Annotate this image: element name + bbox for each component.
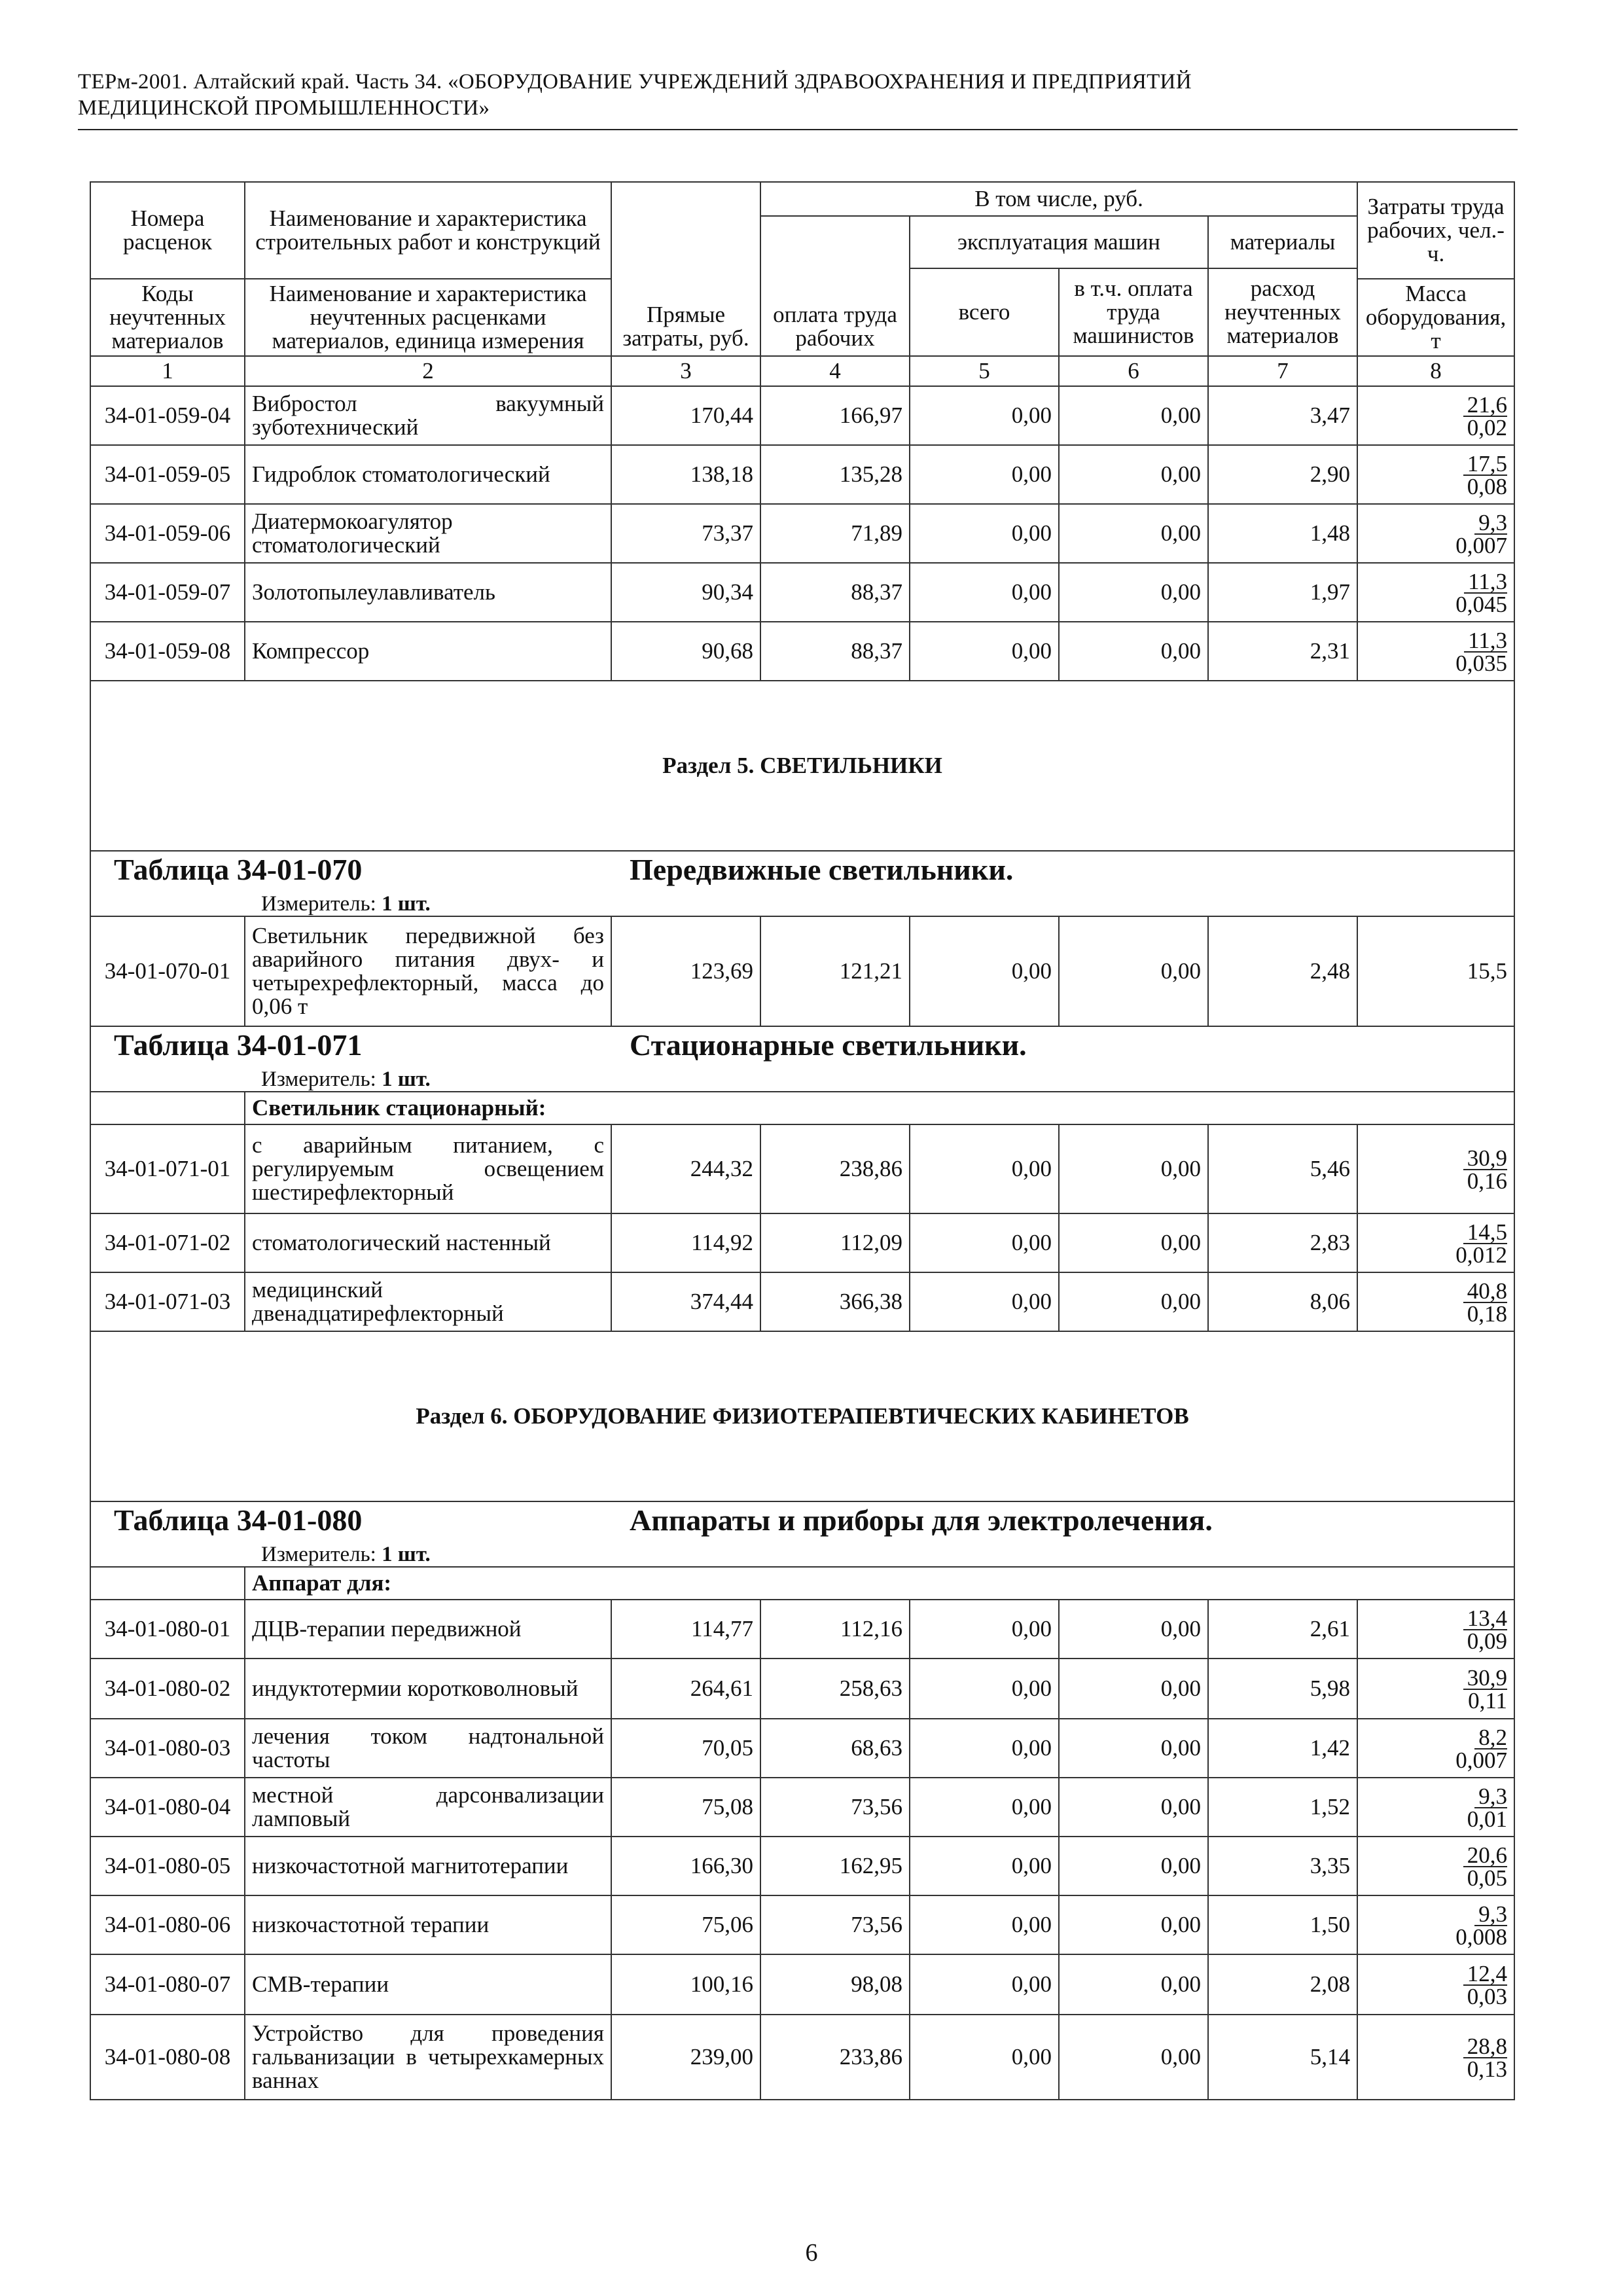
measure-unit xyxy=(261,1067,431,1091)
col-labor-label: Затраты труда рабочих, чел.-ч. xyxy=(1367,194,1505,266)
table-title: Стационарные светильники. xyxy=(630,1028,1027,1062)
wages-cost: 98,08 xyxy=(760,1954,910,2015)
rate-name: лечения током надтональной частоты xyxy=(245,1719,611,1778)
rate-name: медицинский двенадцатирефлекторный xyxy=(245,1272,611,1331)
labor-mass-fraction xyxy=(1463,391,1508,440)
labor-value: 40,8 xyxy=(1463,1280,1507,1303)
section-row xyxy=(90,681,1514,851)
labor-mass-fraction xyxy=(1452,1221,1507,1266)
machines-cost: 0,00 xyxy=(910,445,1059,504)
direct-cost: 90,34 xyxy=(611,563,760,622)
materials-cost: 2,61 xyxy=(1208,1600,1357,1659)
rate-name: низкочастотной магнитотерапии xyxy=(245,1837,611,1895)
header-line-2: МЕДИЦИНСКОЙ ПРОМЫШЛЕННОСТИ» xyxy=(78,96,490,120)
labor-value: 17,5 xyxy=(1463,453,1507,476)
labor-mass-fraction xyxy=(1463,1960,1508,2009)
table-heading xyxy=(90,851,1514,916)
measure-label: Измеритель: xyxy=(261,892,376,916)
mass-value: 0,02 xyxy=(1467,414,1508,440)
materials-cost: 2,48 xyxy=(1208,916,1357,1026)
machinists-wages: 0,00 xyxy=(1059,1954,1208,2015)
materials-cost: 1,97 xyxy=(1208,563,1357,622)
table-heading xyxy=(90,1026,1514,1092)
rate-name: Диатермокоагулятор стоматологический xyxy=(245,504,611,563)
labor-value: 11,3 xyxy=(1464,630,1507,653)
table-row xyxy=(90,504,1514,563)
rate-code: 34-01-071-03 xyxy=(90,1272,245,1331)
labor-mass-cell xyxy=(1357,1837,1514,1895)
wages-cost: 68,63 xyxy=(760,1719,910,1778)
section-row xyxy=(90,1331,1514,1501)
labor-mass-cell xyxy=(1357,1719,1514,1778)
header-line-1: ТЕРм-2001. Алтайский край. Часть 34. «ОБОРУДОВАНИЕ УЧРЕЖДЕНИЙ ЗДРАВООХРАНЕНИЯ И ПРЕДПРИЯТИЙ xyxy=(78,70,1192,94)
rate-code: 34-01-059-07 xyxy=(90,563,245,622)
labor-mass-fraction xyxy=(1463,450,1508,499)
materials-cost: 1,52 xyxy=(1208,1778,1357,1837)
labor-value: 30,9 xyxy=(1463,1667,1507,1690)
materials-cost: 3,47 xyxy=(1208,386,1357,445)
col-name-header xyxy=(245,182,611,279)
labor-mass-cell xyxy=(1357,2015,1514,2100)
rate-code: 34-01-071-01 xyxy=(90,1124,245,1213)
rate-name: СМВ-терапии xyxy=(245,1954,611,2015)
machines-cost: 0,00 xyxy=(910,916,1059,1026)
rate-code: 34-01-080-01 xyxy=(90,1600,245,1659)
rate-code: 34-01-080-03 xyxy=(90,1719,245,1778)
labor-mass-fraction xyxy=(1463,2033,1508,2082)
column-numbers-row xyxy=(90,356,1514,386)
labor-mass-fraction xyxy=(1463,1280,1507,1325)
labor-mass-fraction xyxy=(1463,1147,1507,1192)
machinists-wages: 0,00 xyxy=(1059,386,1208,445)
rate-name: с аварийным питанием, с регулируемым освещением шестирефлекторный xyxy=(245,1124,611,1213)
direct-cost: 114,77 xyxy=(611,1600,760,1659)
materials-cost: 3,35 xyxy=(1208,1837,1357,1895)
labor-mass-cell xyxy=(1357,1272,1514,1331)
wages-cost: 135,28 xyxy=(760,445,910,504)
col-direct-label: Прямые затраты, руб. xyxy=(622,302,749,351)
rate-code: 34-01-070-01 xyxy=(90,916,245,1026)
col-machines-wages-header: в т.ч. оплата труда машинистов xyxy=(1059,268,1208,356)
labor-mass-cell xyxy=(1357,1895,1514,1954)
labor-value: 13,4 xyxy=(1463,1607,1507,1630)
wages-cost: 233,86 xyxy=(760,2015,910,2100)
rate-name: индуктотермии коротковолновый xyxy=(245,1659,611,1719)
labor-value: 12,4 xyxy=(1463,1963,1507,1986)
direct-cost: 75,08 xyxy=(611,1778,760,1837)
subheading: Светильник стационарный: xyxy=(245,1092,1514,1124)
mass-value: 0,007 xyxy=(1455,532,1508,558)
col-name-label: Наименование и характеристика строительных работ и конструкций xyxy=(255,206,601,255)
mass-value: 0,05 xyxy=(1467,1865,1508,1891)
labor-value: 8,2 xyxy=(1474,1727,1507,1749)
labor-mass-cell xyxy=(1357,1124,1514,1213)
mass-value: 0,03 xyxy=(1467,1983,1508,2009)
machines-cost: 0,00 xyxy=(910,1778,1059,1837)
materials-cost: 2,83 xyxy=(1208,1213,1357,1272)
labor-mass-cell xyxy=(1357,563,1514,622)
col-number: 3 xyxy=(611,356,760,386)
machinists-wages: 0,00 xyxy=(1059,1272,1208,1331)
machinists-wages: 0,00 xyxy=(1059,1778,1208,1837)
table-row xyxy=(90,1659,1514,1719)
rate-code: 34-01-080-08 xyxy=(90,2015,245,2100)
machinists-wages: 0,00 xyxy=(1059,1895,1208,1954)
rates-table xyxy=(90,181,1515,2100)
labor-mass-fraction xyxy=(1463,1664,1508,1713)
direct-cost: 100,16 xyxy=(611,1954,760,2015)
table-row xyxy=(90,2015,1514,2100)
materials-cost: 2,31 xyxy=(1208,622,1357,681)
subheading-row xyxy=(90,1567,1514,1600)
header-row-1 xyxy=(90,182,1514,216)
wages-cost: 162,95 xyxy=(760,1837,910,1895)
direct-cost: 90,68 xyxy=(611,622,760,681)
table-row xyxy=(90,1778,1514,1837)
labor-value: 30,9 xyxy=(1463,1147,1507,1170)
subheading-code-cell xyxy=(90,1567,245,1600)
measure-unit xyxy=(261,1543,431,1566)
table-row xyxy=(90,1719,1514,1778)
materials-cost: 1,48 xyxy=(1208,504,1357,563)
machinists-wages: 0,00 xyxy=(1059,504,1208,563)
labor-value: 11,3 xyxy=(1464,571,1507,594)
mass-value: 0,13 xyxy=(1467,2056,1508,2082)
mass-value: 0,18 xyxy=(1467,1300,1508,1327)
table-heading-row xyxy=(90,851,1514,916)
machines-cost: 0,00 xyxy=(910,1895,1059,1954)
machinists-wages: 0,00 xyxy=(1059,622,1208,681)
rate-name: Светильник передвижной без аварийного питания двух- и четырехрефлекторный, масса до 0,06 т xyxy=(245,916,611,1026)
col-codes-label: Номера расценок xyxy=(122,206,213,255)
table-heading xyxy=(90,1501,1514,1567)
table-row xyxy=(90,916,1514,1026)
measure-value: 1 шт. xyxy=(382,1067,431,1091)
rate-name: стоматологический настенный xyxy=(245,1213,611,1272)
machines-cost: 0,00 xyxy=(910,1954,1059,2015)
machines-cost: 0,00 xyxy=(910,1600,1059,1659)
table-heading-row xyxy=(90,1501,1514,1567)
direct-cost: 166,30 xyxy=(611,1837,760,1895)
col-mass-header: Масса оборудования, т xyxy=(1357,279,1514,356)
table-heading-row xyxy=(90,1026,1514,1092)
mass-value: 0,11 xyxy=(1468,1687,1508,1713)
col-number: 8 xyxy=(1357,356,1514,386)
materials-cost: 5,46 xyxy=(1208,1124,1357,1213)
table-number: Таблица 34-01-070 xyxy=(114,853,363,886)
labor-mass-cell xyxy=(1357,622,1514,681)
table-title: Передвижные светильники. xyxy=(630,853,1014,886)
direct-cost: 264,61 xyxy=(611,1659,760,1719)
table-number: Таблица 34-01-071 xyxy=(114,1028,363,1062)
section-title: Раздел 5. СВЕТИЛЬНИКИ xyxy=(90,681,1514,851)
machinists-wages: 0,00 xyxy=(1059,1124,1208,1213)
labor-value: 28,8 xyxy=(1463,2036,1507,2058)
rate-code: 34-01-059-05 xyxy=(90,445,245,504)
wages-cost: 88,37 xyxy=(760,563,910,622)
table-row xyxy=(90,1895,1514,1954)
labor-mass-cell xyxy=(1357,1213,1514,1272)
table-row xyxy=(90,1124,1514,1213)
labor-value: 20,6 xyxy=(1463,1844,1507,1867)
mass-value: 0,09 xyxy=(1467,1628,1508,1654)
machines-cost: 0,00 xyxy=(910,1213,1059,1272)
table-row xyxy=(90,1272,1514,1331)
direct-cost: 114,92 xyxy=(611,1213,760,1272)
table-row xyxy=(90,1954,1514,2015)
machines-cost: 0,00 xyxy=(910,2015,1059,2100)
subheading-row xyxy=(90,1092,1514,1124)
mass-value: 0,08 xyxy=(1467,473,1508,499)
page-number: 6 xyxy=(805,2239,818,2267)
machines-cost: 0,00 xyxy=(910,1272,1059,1331)
machines-cost: 0,00 xyxy=(910,1659,1059,1719)
measure-label: Измеритель: xyxy=(261,1067,376,1091)
machines-cost: 0,00 xyxy=(910,504,1059,563)
col-name-unpriced-header: Наименование и характеристика неучтенных расценками материалов, единица измерения xyxy=(245,279,611,356)
mass-value: 0,035 xyxy=(1455,650,1508,676)
direct-cost: 239,00 xyxy=(611,2015,760,2100)
col-number: 5 xyxy=(910,356,1059,386)
machinists-wages: 0,00 xyxy=(1059,1213,1208,1272)
materials-cost: 2,08 xyxy=(1208,1954,1357,2015)
labor-value: 14,5 xyxy=(1463,1221,1507,1244)
rate-name: Золотопылеулавливатель xyxy=(245,563,611,622)
col-codes-unpriced-header: Коды неучтенных материалов xyxy=(90,279,245,356)
mass-value: 0,16 xyxy=(1467,1168,1508,1194)
table-row xyxy=(90,563,1514,622)
machinists-wages: 0,00 xyxy=(1059,1659,1208,1719)
machinists-wages: 0,00 xyxy=(1059,1837,1208,1895)
wages-cost: 166,97 xyxy=(760,386,910,445)
rate-name: ДЦВ-терапии передвижной xyxy=(245,1600,611,1659)
machines-cost: 0,00 xyxy=(910,622,1059,681)
wages-cost: 366,38 xyxy=(760,1272,910,1331)
machines-cost: 0,00 xyxy=(910,1837,1059,1895)
machines-cost: 0,00 xyxy=(910,386,1059,445)
col-number: 6 xyxy=(1059,356,1208,386)
table-row xyxy=(90,445,1514,504)
table-title: Аппараты и приборы для электролечения. xyxy=(630,1503,1213,1537)
labor-mass-fraction xyxy=(1463,1607,1507,1652)
labor-mass-fraction xyxy=(1452,568,1508,617)
rate-name: местной дарсонвализации ламповый xyxy=(245,1778,611,1837)
table-number: Таблица 34-01-080 xyxy=(114,1503,363,1537)
labor-mass-fraction xyxy=(1463,1844,1507,1889)
direct-cost: 73,37 xyxy=(611,504,760,563)
wages-cost: 112,16 xyxy=(760,1600,910,1659)
col-labor-header xyxy=(1357,182,1514,279)
direct-cost: 170,44 xyxy=(611,386,760,445)
labor-mass-cell xyxy=(1357,1778,1514,1837)
wages-cost: 73,56 xyxy=(760,1778,910,1837)
labor-mass-cell xyxy=(1357,1659,1514,1719)
measure-value: 1 шт. xyxy=(382,1543,431,1566)
header-rule xyxy=(78,129,1518,130)
table-row xyxy=(90,1213,1514,1272)
mass-value: 0,007 xyxy=(1455,1747,1508,1773)
labor-mass-cell xyxy=(1357,445,1514,504)
rate-code: 34-01-080-07 xyxy=(90,1954,245,2015)
labor-mass-cell xyxy=(1357,504,1514,563)
materials-cost: 8,06 xyxy=(1208,1272,1357,1331)
labor-mass-fraction xyxy=(1452,1903,1507,1948)
rate-code: 34-01-059-08 xyxy=(90,622,245,681)
labor-value: 21,6 xyxy=(1463,394,1507,417)
rate-code: 34-01-080-05 xyxy=(90,1837,245,1895)
mass-value: 0,012 xyxy=(1455,1242,1508,1268)
materials-cost: 5,14 xyxy=(1208,2015,1357,2100)
mass-value: 0,01 xyxy=(1467,1806,1508,1832)
col-number: 4 xyxy=(760,356,910,386)
rate-name: Вибростол вакуумный зуботехнический xyxy=(245,386,611,445)
labor-mass-fraction xyxy=(1463,1785,1507,1830)
rate-code: 34-01-059-06 xyxy=(90,504,245,563)
labor-mass-cell xyxy=(1357,1954,1514,2015)
labor-value: 9,3 xyxy=(1474,512,1507,535)
col-number: 1 xyxy=(90,356,245,386)
subheading: Аппарат для: xyxy=(245,1567,1514,1600)
labor-mass-fraction xyxy=(1452,627,1508,676)
col-direct-header xyxy=(611,182,760,356)
table-row xyxy=(90,622,1514,681)
materials-cost: 1,42 xyxy=(1208,1719,1357,1778)
machinists-wages: 0,00 xyxy=(1059,1600,1208,1659)
materials-cost: 5,98 xyxy=(1208,1659,1357,1719)
rate-code: 34-01-071-02 xyxy=(90,1213,245,1272)
labor-mass-cell xyxy=(1357,386,1514,445)
col-machines-total-header: всего xyxy=(910,268,1059,356)
col-number: 2 xyxy=(245,356,611,386)
labor-value: 9,3 xyxy=(1474,1785,1507,1808)
mass-value: 0,045 xyxy=(1455,591,1508,617)
wages-cost: 258,63 xyxy=(760,1659,910,1719)
direct-cost: 75,06 xyxy=(611,1895,760,1954)
direct-cost: 70,05 xyxy=(611,1719,760,1778)
machinists-wages: 0,00 xyxy=(1059,445,1208,504)
machines-cost: 0,00 xyxy=(910,1124,1059,1213)
rate-name: Гидроблок стоматологический xyxy=(245,445,611,504)
labor-value: 9,3 xyxy=(1474,1903,1507,1926)
direct-cost: 138,18 xyxy=(611,445,760,504)
section-title: Раздел 6. ОБОРУДОВАНИЕ ФИЗИОТЕРАПЕВТИЧЕСКИХ КАБИНЕТОВ xyxy=(90,1331,1514,1501)
rate-code: 34-01-080-06 xyxy=(90,1895,245,1954)
labor-mass-fraction xyxy=(1452,1724,1508,1773)
col-including-header: В том числе, руб. xyxy=(760,182,1357,216)
rate-name: низкочастотной терапии xyxy=(245,1895,611,1954)
rate-code: 34-01-080-04 xyxy=(90,1778,245,1837)
col-materials-unpriced-header: расход неучтенных материалов xyxy=(1208,268,1357,356)
machinists-wages: 0,00 xyxy=(1059,563,1208,622)
direct-cost: 244,32 xyxy=(611,1124,760,1213)
measure-value: 1 шт. xyxy=(382,892,431,916)
subheading-code-cell xyxy=(90,1092,245,1124)
direct-cost: 123,69 xyxy=(611,916,760,1026)
rate-code: 34-01-080-02 xyxy=(90,1659,245,1719)
col-machines-header: эксплуатация машин xyxy=(910,216,1208,268)
machinists-wages: 0,00 xyxy=(1059,916,1208,1026)
machinists-wages: 0,00 xyxy=(1059,2015,1208,2100)
col-wages-header: оплата труда рабочих xyxy=(760,216,910,356)
col-codes-header xyxy=(90,182,245,279)
rate-name: Компрессор xyxy=(245,622,611,681)
col-materials-header: материалы xyxy=(1208,216,1357,268)
machinists-wages: 0,00 xyxy=(1059,1719,1208,1778)
labor-value: 15,5 xyxy=(1357,916,1514,1026)
col-number: 7 xyxy=(1208,356,1357,386)
materials-cost: 1,50 xyxy=(1208,1895,1357,1954)
machines-cost: 0,00 xyxy=(910,1719,1059,1778)
wages-cost: 88,37 xyxy=(760,622,910,681)
measure-unit xyxy=(261,892,431,916)
wages-cost: 121,21 xyxy=(760,916,910,1026)
wages-cost: 238,86 xyxy=(760,1124,910,1213)
labor-mass-fraction xyxy=(1452,509,1508,558)
rate-name: Устройство для проведения гальванизации в четырехкамерных ваннах xyxy=(245,2015,611,2100)
page-header xyxy=(78,69,1518,121)
wages-cost: 73,56 xyxy=(760,1895,910,1954)
wages-cost: 71,89 xyxy=(760,504,910,563)
direct-cost: 374,44 xyxy=(611,1272,760,1331)
labor-mass-cell xyxy=(1357,1600,1514,1659)
measure-label: Измеритель: xyxy=(261,1543,376,1566)
wages-cost: 112,09 xyxy=(760,1213,910,1272)
materials-cost: 2,90 xyxy=(1208,445,1357,504)
table-row xyxy=(90,1837,1514,1895)
mass-value: 0,008 xyxy=(1455,1924,1508,1950)
rate-code: 34-01-059-04 xyxy=(90,386,245,445)
table-row xyxy=(90,1600,1514,1659)
table-row xyxy=(90,386,1514,445)
machines-cost: 0,00 xyxy=(910,563,1059,622)
